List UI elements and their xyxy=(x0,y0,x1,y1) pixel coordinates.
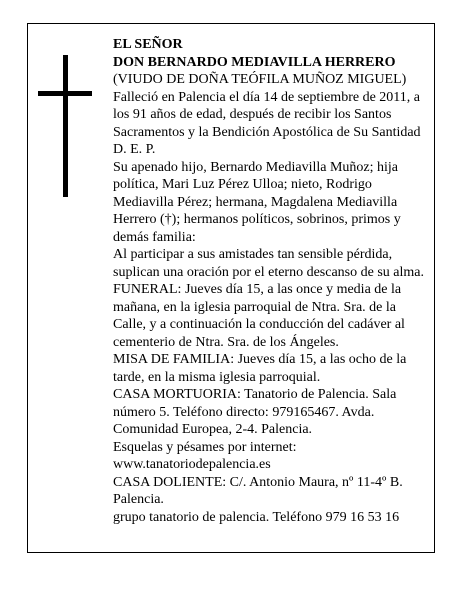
obituary-text xyxy=(113,36,425,526)
family-paragraph: Su apenado hijo, Bernardo Mediavilla Muñoz; hija política, Mari Luz Pérez Ulloa; nieto, Rodrigo Mediavilla Pérez; hermana, Magdalena Mediavilla Herrero (†); hermanos políticos, sobrinos, primos y demás familia: xyxy=(113,159,401,245)
deceased-name: DON BERNARDO MEDIAVILLA HERRERO xyxy=(113,54,396,70)
mortuary-paragraph: CASA MORTUORIA: Tanatorio de Palencia. Sala número 5. Teléfono directo: 979165467. Avda. Comunidad Europea, 2-4. Palencia. xyxy=(113,387,397,437)
funeral-paragraph: FUNERAL: Jueves día 15, a las once y media de la mañana, en la iglesia parroquial de Ntra. Sra. de la Calle, y a continuación la conducción del cadáver al cementerio de Ntra. Sra. de los Ángeles. xyxy=(113,282,405,350)
title-line: EL SEÑOR xyxy=(113,37,183,52)
footer-line: grupo tanatorio de palencia. Teléfono 979 16 53 16 xyxy=(113,509,400,525)
online-paragraph: Esquelas y pésames por internet: www.tanatoriodepalencia.es xyxy=(113,439,297,472)
cross-horizontal-bar xyxy=(38,91,92,96)
request-paragraph: Al participar a sus amistades tan sensible pérdida, suplican una oración por el eterno descanso de su alma. xyxy=(113,247,425,280)
widower-line: (VIUDO DE DOÑA TEÓFILA MUÑOZ MIGUEL) xyxy=(113,72,407,87)
cross-vertical-bar xyxy=(63,55,68,197)
cross-icon xyxy=(38,55,92,197)
death-paragraph: Falleció en Palencia el día 14 de septiembre de 2011, a los 91 años de edad, después de recibir los Santos Sacramentos y la Bendición Apostólica de Su Santidad D. E. P. xyxy=(113,89,421,157)
mass-paragraph: MISA DE FAMILIA: Jueves día 15, a las ocho de la tarde, en la misma iglesia parroquial. xyxy=(113,352,407,385)
mourning-house-paragraph: CASA DOLIENTE: C/. Antonio Maura, nº 11-4º B. Palencia. xyxy=(113,474,403,507)
